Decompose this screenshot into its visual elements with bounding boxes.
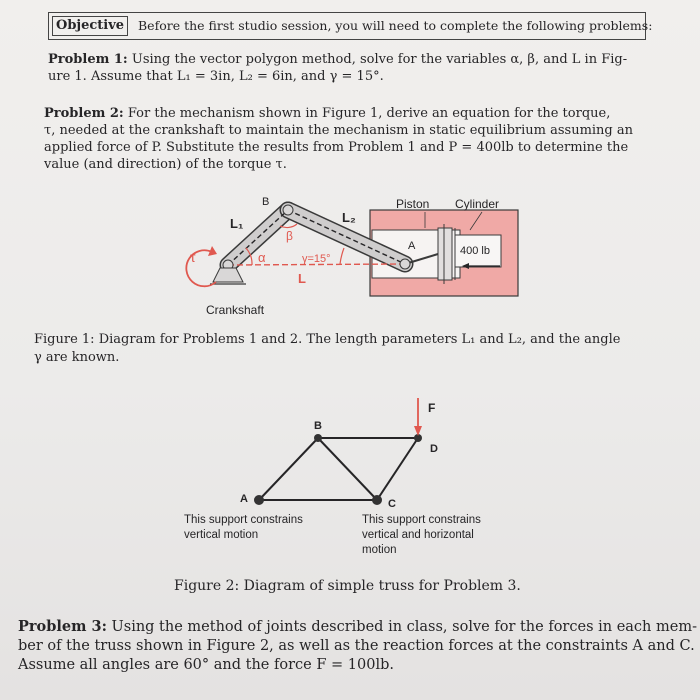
- problem1-text-line2: ure 1. Assume that L₁ = 3in, L₂ = 6in, and γ = 15°.: [48, 69, 384, 84]
- joint-c: [372, 495, 382, 505]
- problem3-line1: [18, 617, 697, 637]
- problem2-text-line4: value (and direction) of the torque τ.: [44, 157, 287, 172]
- label-b: B: [262, 196, 270, 208]
- problem2-text-line3: applied force of P. Substitute the results from Problem 1 and P = 400lb to determine the: [44, 140, 629, 155]
- truss-label-b: B: [314, 420, 322, 432]
- label-a: A: [408, 240, 416, 252]
- label-tau: τ: [190, 249, 196, 265]
- label-gamma: γ=15°: [302, 253, 331, 265]
- piston-label: Piston: [396, 197, 430, 211]
- problem2-text-line2: τ, needed at the crankshaft to maintain the mechanism in static equilibrium assuming an: [44, 123, 633, 138]
- cylinder-label: Cylinder: [455, 197, 500, 211]
- support-c-note-line1: This support constrains: [362, 514, 481, 526]
- truss-label-f: F: [428, 401, 436, 415]
- support-c-note-line3: motion: [362, 544, 397, 556]
- problem2-text-line1: For the mechanism shown in Figure 1, derive an equation for the torque,: [127, 106, 611, 121]
- label-l2: L₂: [342, 210, 356, 225]
- problem3-text-line1: Using the method of joints described in class, solve for the forces in each mem-: [111, 619, 697, 635]
- problem3: [18, 617, 697, 675]
- member-ab: [259, 438, 318, 500]
- label-alpha: α: [258, 250, 266, 265]
- truss-label-c: C: [388, 498, 396, 510]
- truss-label-d: D: [430, 443, 438, 455]
- label-l1: L₁: [230, 216, 244, 231]
- support-a-note-line2: vertical motion: [184, 529, 259, 541]
- figure2-caption: Figure 2: Diagram of simple truss for Problem 3.: [174, 578, 521, 594]
- figure1-caption-line2: γ are known.: [34, 350, 120, 365]
- support-c-note-line2: vertical and horizontal: [362, 529, 474, 541]
- figure1-caption-line1: Figure 1: Diagram for Problems 1 and 2. The length parameters L₁ and L₂, and the angle: [34, 332, 621, 347]
- objective-label: Objective: [52, 16, 128, 36]
- support-a-note-line1: This support constrains: [184, 514, 303, 526]
- label-l: L: [298, 271, 306, 286]
- force-label: 400 lb: [460, 245, 490, 257]
- truss-label-a: A: [240, 493, 248, 505]
- label-crankshaft: Crankshaft: [206, 303, 265, 317]
- problem3-text-line2: ber of the truss shown in Figure 2, as well as the reaction forces at the constraints A and C.: [18, 638, 695, 654]
- joint-b: [314, 434, 322, 442]
- label-beta: β: [286, 229, 293, 243]
- problem2-heading: Problem 2:: [44, 106, 124, 121]
- member-bc: [318, 438, 377, 500]
- problem3-heading: Problem 3:: [18, 618, 107, 635]
- support-a-note: [184, 513, 303, 543]
- member-cd: [377, 438, 418, 500]
- objective-intro: Before the first studio session, you will need to complete the following problems:: [138, 18, 653, 33]
- support-c-note: [362, 513, 481, 558]
- force-f-arrowhead: [414, 426, 422, 436]
- joint-a: [254, 495, 264, 505]
- problem1-heading: Problem 1:: [48, 52, 128, 67]
- problem1-text-line1: Using the vector polygon method, solve for the variables α, β, and L in Fig-: [131, 52, 628, 67]
- problem3-text-line3: Assume all angles are 60° and the force F = 100lb.: [18, 657, 394, 673]
